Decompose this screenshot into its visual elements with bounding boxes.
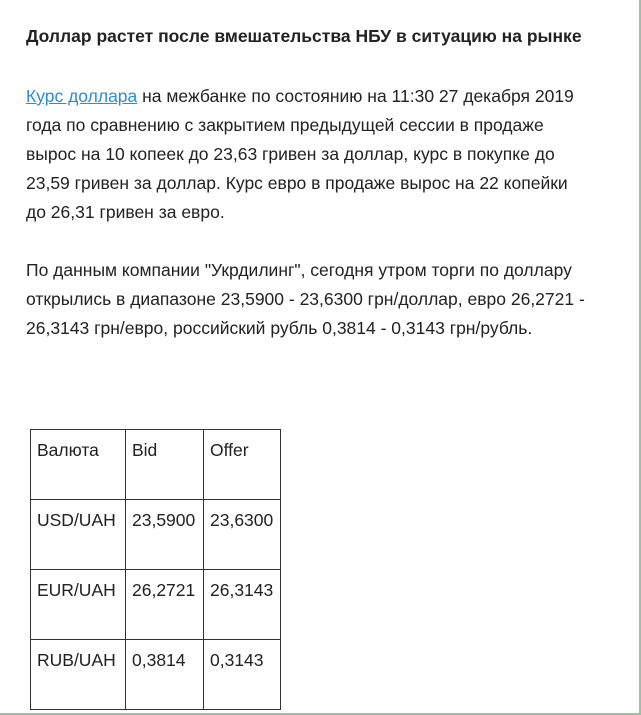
exchange-rates-table xyxy=(30,429,281,710)
currency-cell: USD/UAH xyxy=(31,500,126,570)
article-paragraph-2: По данным компании "Укрдилинг", сегодня утром торги по доллару открылись в диапазоне 23,5900 - 23,6300 грн/доллар, евро 26,2721 - 26,3143 грн/евро, российский рубль 0,3814 - 0,3143 грн/рубль. xyxy=(26,260,585,338)
article-paragraph-1 xyxy=(26,82,586,227)
dollar-rate-link[interactable]: Курс доллара xyxy=(26,86,138,106)
header-cell-offer: Offer xyxy=(204,430,281,500)
bid-cell: 0,3814 xyxy=(126,640,204,710)
currency-cell: EUR/UAH xyxy=(31,570,126,640)
currency-cell: RUB/UAH xyxy=(31,640,126,710)
header-cell-bid: Bid xyxy=(126,430,204,500)
table-row xyxy=(31,570,281,640)
table-row xyxy=(31,640,281,710)
article-headline: Доллар растет после вмешательства НБУ в ситуацию на рынке xyxy=(26,26,582,46)
header-cell-currency: Валюта xyxy=(31,430,126,500)
offer-cell: 26,3143 xyxy=(204,570,281,640)
paragraph-1-text: на межбанке по состоянию на 11:30 27 декабря 2019 года по сравнению с закрытием предыдущей сессии в продаже вырос на 10 копеек до 23,63 гривен за доллар, курс в покупке до 23,59 гривен за доллар. Курс евро в продаже вырос на 22 копейки до 26,31 гривен за евро. xyxy=(26,86,574,222)
offer-cell: 23,6300 xyxy=(204,500,281,570)
news-article xyxy=(26,22,586,343)
table-header-row xyxy=(31,430,281,500)
bid-cell: 23,5900 xyxy=(126,500,204,570)
offer-cell: 0,3143 xyxy=(204,640,281,710)
table-row xyxy=(31,500,281,570)
bid-cell: 26,2721 xyxy=(126,570,204,640)
